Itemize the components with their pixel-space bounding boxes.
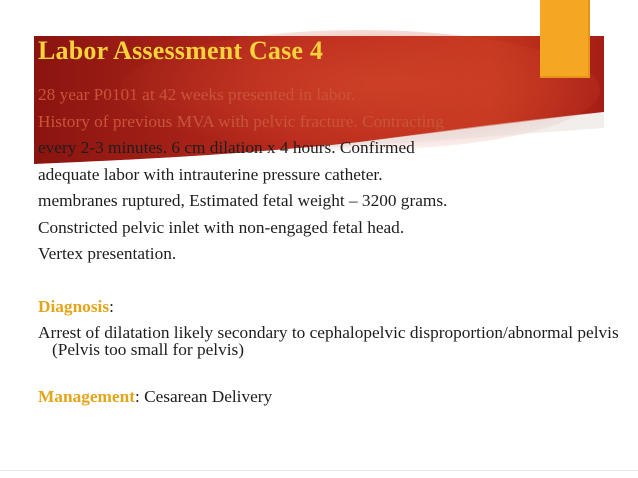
case-line-3: every 2-3 minutes. 6 cm dilation x 4 hours. Confirmed [38,138,415,157]
slide-title: Labor Assessment Case 4 [38,36,324,65]
management-line [38,384,628,411]
management-label: Management [38,387,135,406]
case-line-5: membranes ruptured, Estimated fetal weight – 3200 grams. [38,191,448,210]
bottom-divider [0,470,638,471]
diagnosis-text: Arrest of dilatation likely secondary to cephalopelvic disproportion/abnormal pelvis (Pelvis too small for pelvis) [38,323,619,359]
diagnosis-label: Diagnosis [38,296,110,316]
diagnosis-heading [38,294,628,321]
spacer [38,268,628,294]
management-text: : Cesarean Delivery [134,387,273,406]
case-line-6: Constricted pelvic inlet with non-engaged fetal head. [38,217,405,237]
case-line-7: Vertex presentation. [38,244,177,263]
case-line-4: adequate labor with intrauterine pressure catheter. [38,164,383,184]
diagnosis-colon: : [109,296,114,316]
case-line-2: History of previous MVA with pelvic fracture. Contracting [38,111,444,131]
slide-body [38,82,628,411]
case-line-1: 28 year P0101 at 42 weeks presented in labor. [38,85,356,104]
orange-accent-tab [540,0,590,78]
spacer [38,358,628,384]
